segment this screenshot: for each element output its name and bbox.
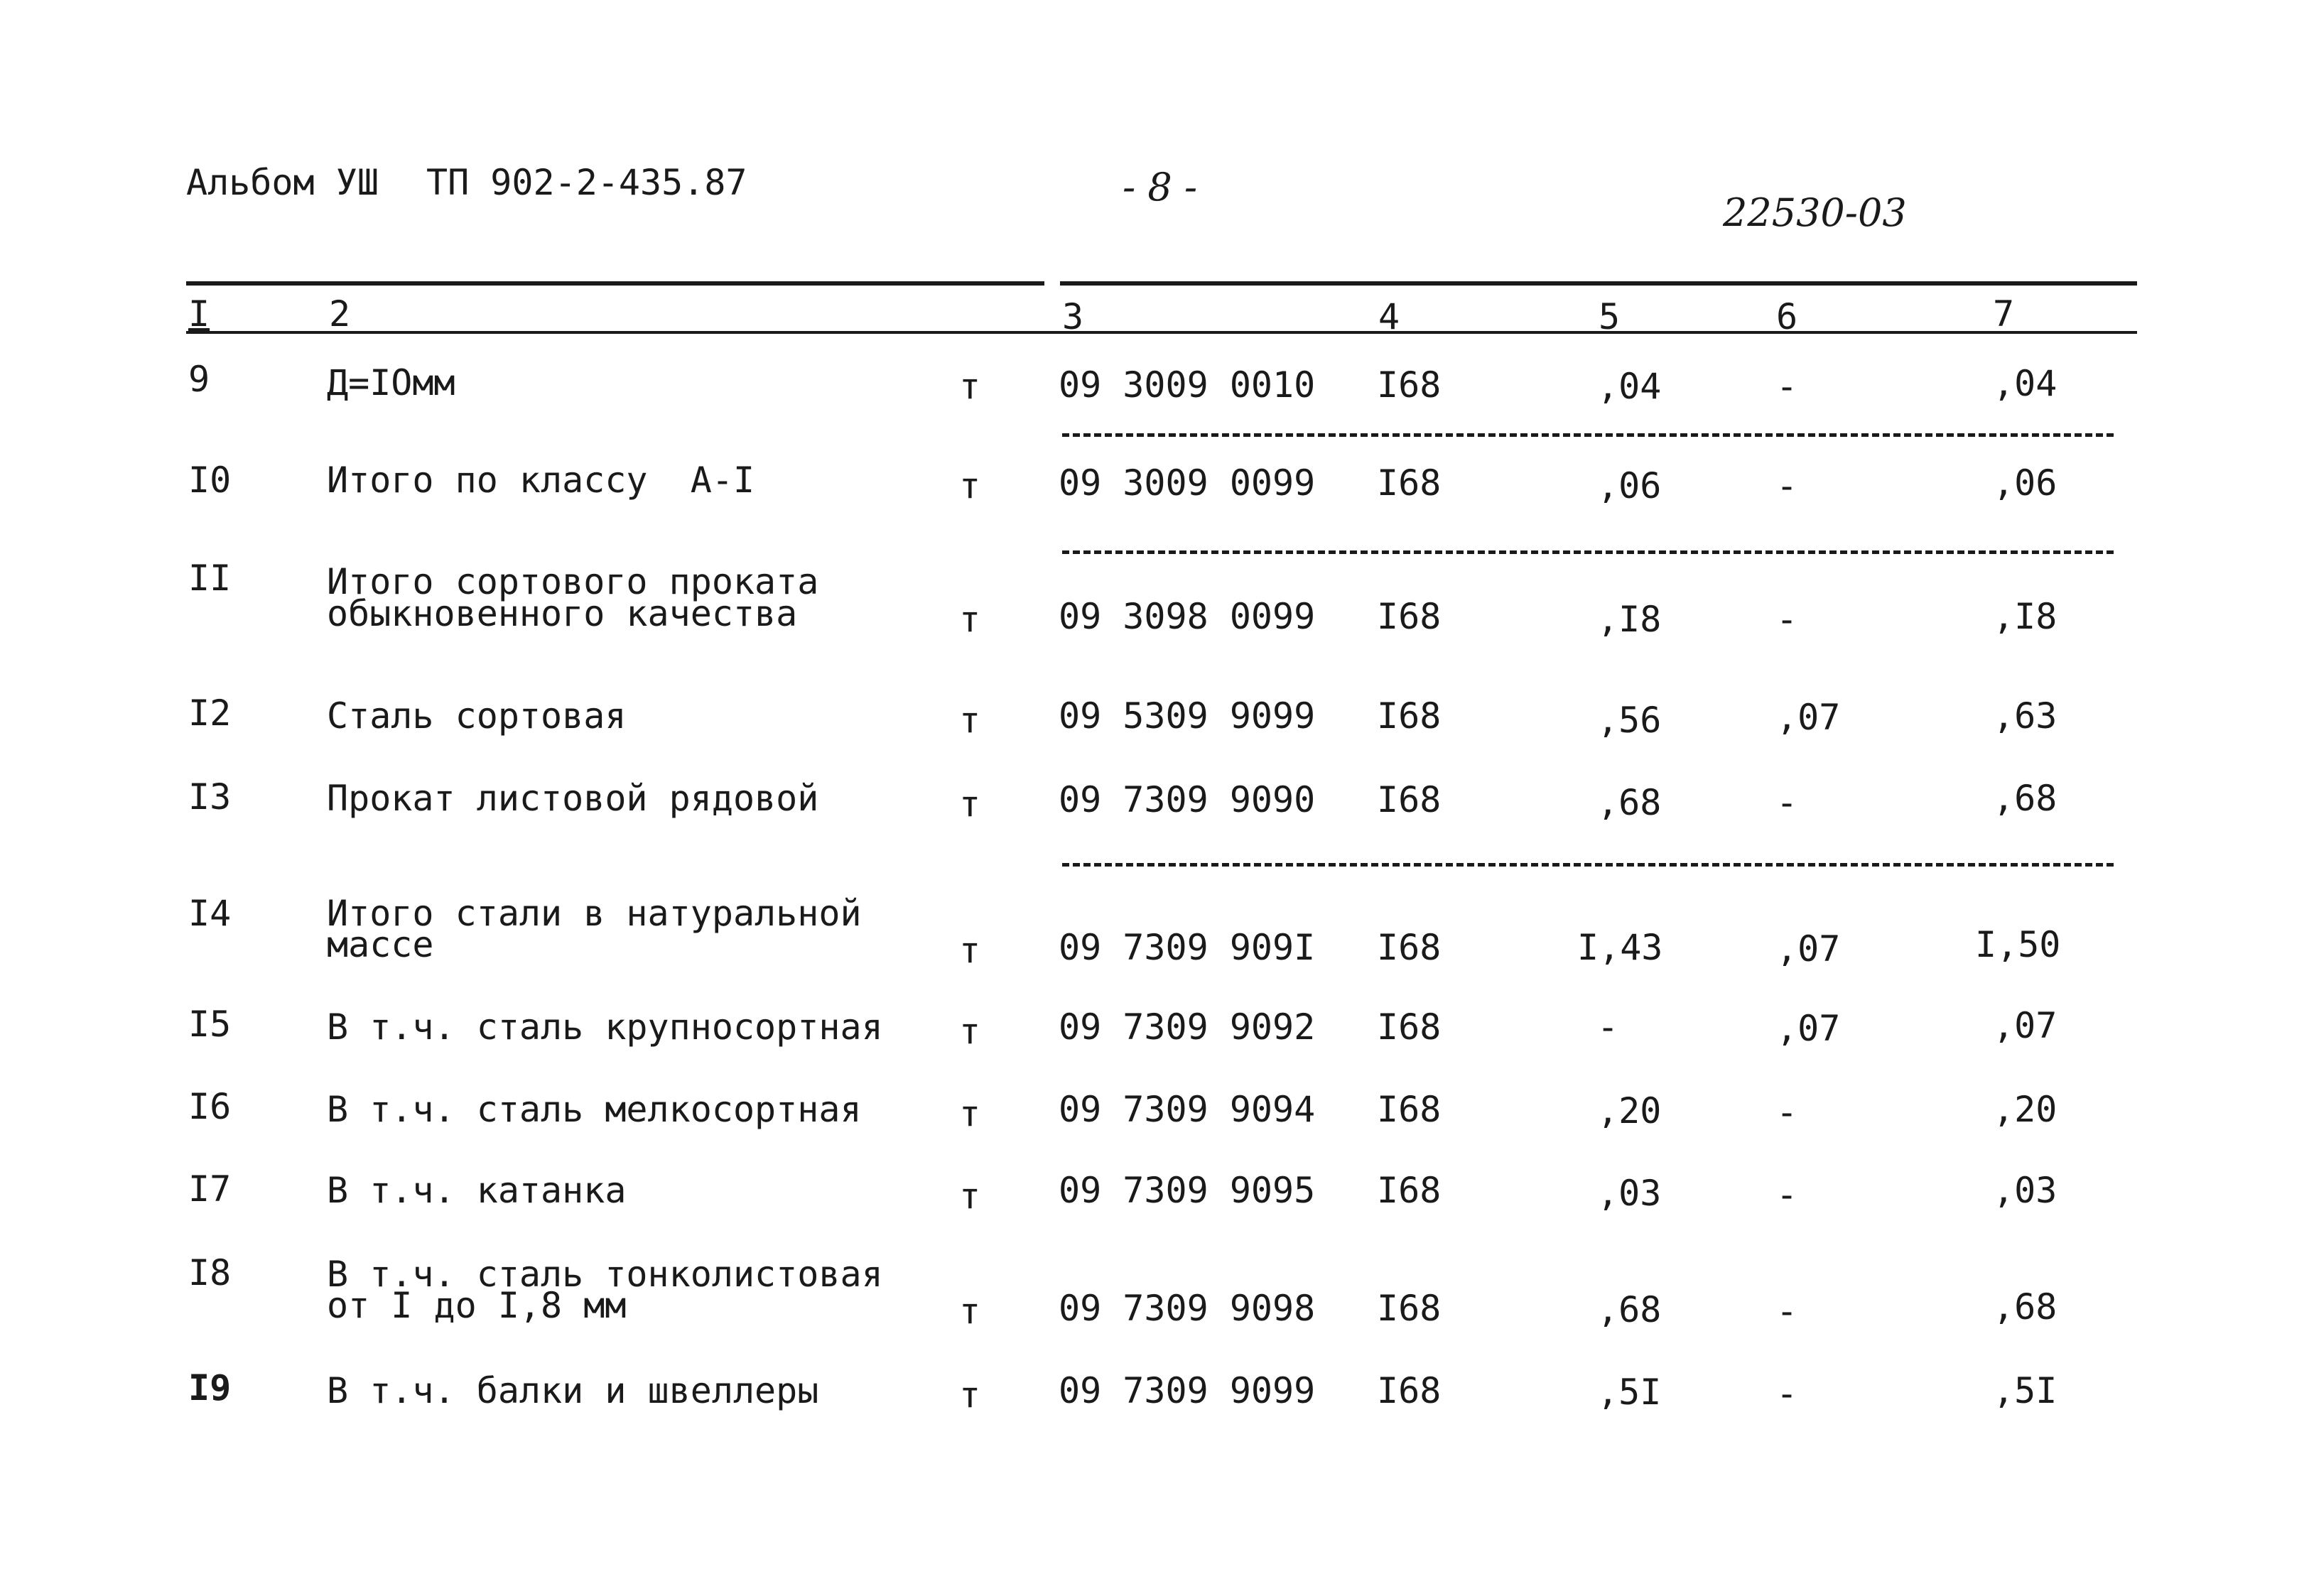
row-code: 09 7309 9094 (1059, 1089, 1316, 1130)
column-header-2: 2 (329, 293, 351, 335)
row-col7: ,20 (1993, 1089, 2057, 1130)
row-col5: ,56 (1597, 700, 1662, 741)
album-label: Альбом УШ (186, 162, 379, 203)
row-unit: т (959, 599, 981, 640)
row-col6: - (1776, 366, 1798, 407)
row-code: 09 3009 0099 (1059, 462, 1316, 504)
row-col6: - (1776, 465, 1798, 506)
row-number: I3 (188, 776, 232, 818)
row-unit: т (959, 700, 981, 741)
row-number: I2 (188, 693, 232, 734)
row-number: II (188, 558, 232, 599)
dashed-separator (1062, 550, 2114, 554)
row-number: 9 (188, 359, 210, 400)
row-col4: I68 (1377, 695, 1442, 737)
row-unit: т (959, 1093, 981, 1134)
row-col5: ,03 (1597, 1173, 1662, 1214)
row-unit: т (959, 465, 981, 506)
column-header-4: 4 (1378, 296, 1400, 337)
row-col7: ,I8 (1993, 596, 2057, 637)
row-col6: - (1776, 1373, 1798, 1414)
row-col7: ,68 (1993, 1286, 2057, 1328)
row-unit: т (959, 1374, 981, 1416)
row-col5: ,I8 (1597, 599, 1662, 640)
row-name: Сталь сортовая (327, 695, 627, 737)
row-number: I5 (188, 1004, 232, 1045)
row-unit: т (959, 1176, 981, 1217)
row-name: В т.ч. сталь мелкосортная (327, 1089, 862, 1130)
row-col7: ,06 (1993, 462, 2057, 504)
row-code: 09 7309 9092 (1059, 1006, 1316, 1048)
row-col7: I,50 (1975, 924, 2061, 965)
row-col4: I68 (1377, 462, 1442, 504)
row-name: Итого по классу А-I (327, 460, 755, 501)
row-col4: I68 (1377, 779, 1442, 820)
row-col4: I68 (1377, 927, 1442, 968)
row-col6: - (1776, 1174, 1798, 1215)
row-col6: ,07 (1776, 697, 1841, 738)
row-name: Прокат листовой рядовой (327, 778, 819, 819)
row-code: 09 7309 9099 (1059, 1370, 1316, 1411)
row-name-line-1: В т.ч. сталь тонколистовая (327, 1254, 883, 1295)
row-col7: ,63 (1993, 695, 2057, 737)
row-col5: - (1597, 1006, 1619, 1048)
row-number: I0 (188, 460, 232, 501)
row-col7: ,5I (1993, 1370, 2057, 1411)
row-number: I6 (188, 1086, 232, 1127)
row-unit: т (959, 366, 981, 407)
row-col5: I,43 (1577, 927, 1663, 968)
row-col5: ,04 (1597, 366, 1662, 407)
row-col6: - (1776, 599, 1798, 640)
column-header-6: 6 (1776, 296, 1798, 337)
row-col4: I68 (1377, 1089, 1442, 1130)
row-col7: ,07 (1993, 1005, 2057, 1046)
row-number: I9 (188, 1367, 232, 1408)
row-col5: ,68 (1597, 1289, 1662, 1330)
column-header-rule (186, 331, 2137, 334)
table-top-rule-left (186, 281, 1044, 286)
row-code: 09 7309 9095 (1059, 1170, 1316, 1211)
row-code: 09 3009 0010 (1059, 364, 1316, 406)
row-name-line-2: обыкновенного качества (327, 593, 798, 634)
row-unit: т (959, 1291, 981, 1332)
row-number: I8 (188, 1252, 232, 1293)
row-col7: ,03 (1993, 1170, 2057, 1211)
page-number: - 8 - (1123, 165, 1198, 210)
row-col5: ,06 (1597, 465, 1662, 506)
row-name-line-1: Итого стали в натуральной (327, 893, 862, 934)
row-col7: ,68 (1993, 778, 2057, 819)
table-top-rule-right (1060, 281, 2137, 286)
row-col4: I68 (1377, 1370, 1442, 1411)
column-header-1: I (188, 293, 210, 335)
row-code: 09 7309 9098 (1059, 1288, 1316, 1329)
row-col4: I68 (1377, 1288, 1442, 1329)
column-header-3: 3 (1062, 296, 1084, 337)
row-col6: ,07 (1776, 928, 1841, 970)
row-code: 09 7309 909I (1059, 927, 1316, 968)
row-unit: т (959, 930, 981, 971)
dashed-separator (1062, 863, 2114, 867)
row-col4: I68 (1377, 364, 1442, 406)
row-name-line-1: Итого сортового проката (327, 561, 819, 602)
row-name: Д=IОмм (327, 362, 455, 403)
row-name: В т.ч. сталь крупносортная (327, 1006, 883, 1048)
column-header-5: 5 (1599, 296, 1621, 337)
row-unit: т (959, 783, 981, 825)
document-number: 22530-03 (1723, 190, 1907, 235)
row-name-line-2: от I до I,8 мм (327, 1285, 627, 1326)
row-col4: I68 (1377, 1006, 1442, 1048)
row-col6: ,07 (1776, 1008, 1841, 1049)
row-col7: ,04 (1993, 363, 2057, 404)
project-code: ТП 902-2-435.87 (426, 162, 747, 203)
row-col6: - (1776, 1092, 1798, 1133)
row-code: 09 3098 0099 (1059, 596, 1316, 637)
row-number: I4 (188, 893, 232, 934)
row-name: В т.ч. балки и швеллеры (327, 1370, 819, 1411)
row-unit: т (959, 1011, 981, 1052)
row-col6: - (1776, 782, 1798, 823)
row-code: 09 7309 9090 (1059, 779, 1316, 820)
dashed-separator (1062, 433, 2114, 437)
row-col5: ,20 (1597, 1090, 1662, 1131)
row-name-line-2: массе (327, 924, 434, 965)
row-code: 09 5309 9099 (1059, 695, 1316, 737)
row-col4: I68 (1377, 1170, 1442, 1211)
row-col6: - (1776, 1291, 1798, 1332)
row-name: В т.ч. катанка (327, 1170, 627, 1211)
row-col4: I68 (1377, 596, 1442, 637)
column-header-7: 7 (1993, 293, 2015, 335)
row-col5: ,68 (1597, 782, 1662, 823)
row-col5: ,5I (1597, 1372, 1662, 1413)
row-number: I7 (188, 1168, 232, 1210)
